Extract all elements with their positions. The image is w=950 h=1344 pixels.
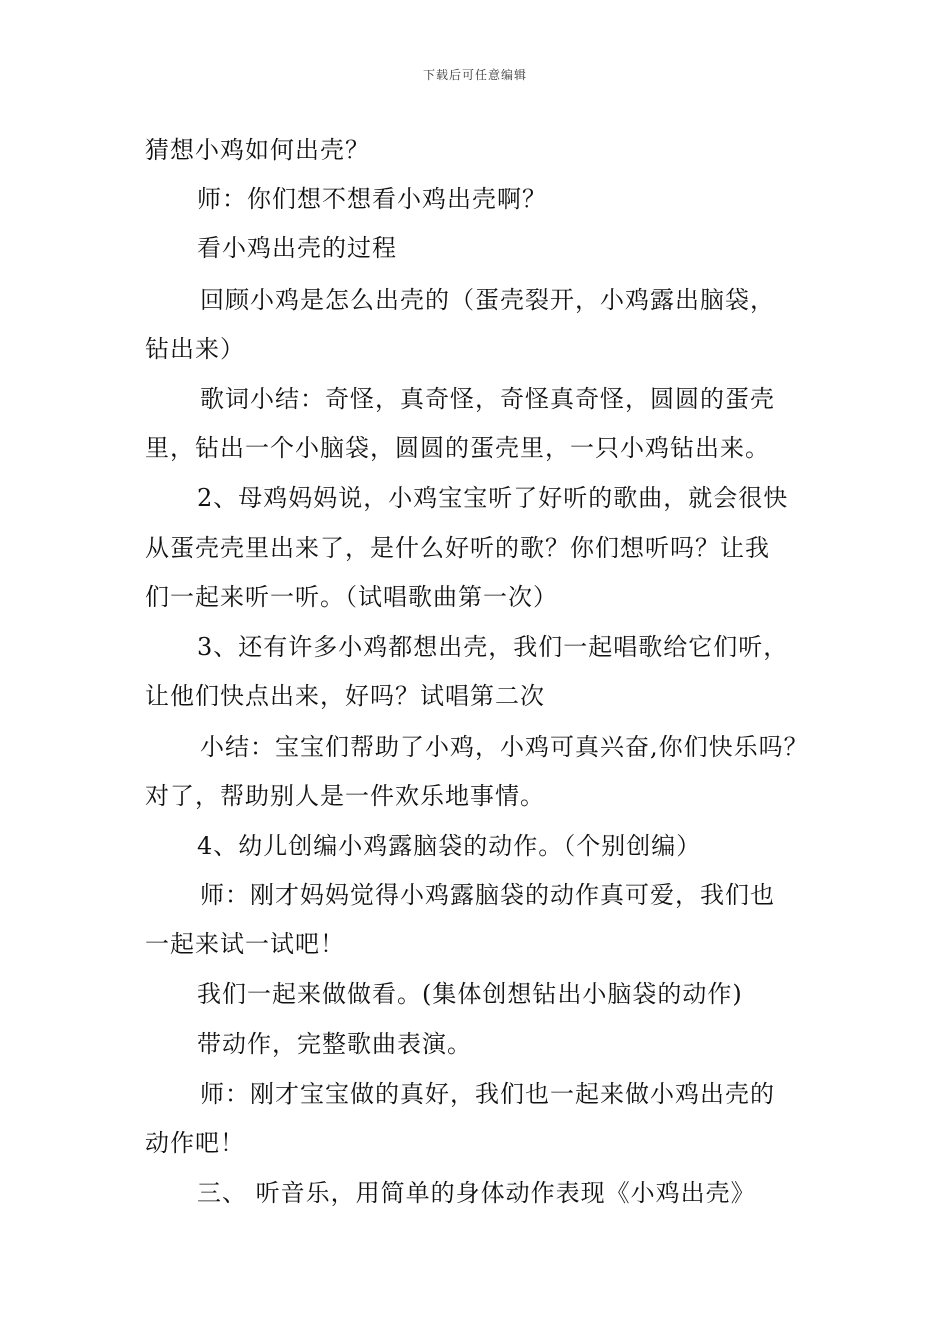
text-line: 带动作，完整歌曲表演。 — [197, 1030, 472, 1058]
text-line: 3、还有许多小鸡都想出壳，我们一起唱歌给它们听， — [197, 633, 789, 661]
text-line: 4、幼儿创编小鸡露脑袋的动作。（个别创编） — [197, 832, 702, 860]
text-line: 师：刚才妈妈觉得小鸡露脑袋的动作真可爱，我们也 — [200, 881, 775, 909]
text-line: 钻出来） — [145, 335, 245, 363]
text-line: 2、母鸡妈妈说，小鸡宝宝听了好听的歌曲，就会很快 — [197, 484, 789, 512]
text-line: 对了，帮助别人是一件欢乐地事情。 — [145, 782, 545, 810]
text-line: 歌词小结：奇怪，真奇怪，奇怪真奇怪，圆圆的蛋壳 — [200, 385, 775, 413]
text-line: 从蛋壳壳里出来了，是什么好听的歌？你们想听吗？让我 — [145, 534, 770, 562]
text-line: 师：你们想不想看小鸡出壳啊？ — [197, 185, 547, 213]
text-line: 三、 听音乐，用简单的身体动作表现《小鸡出壳》 — [197, 1179, 756, 1207]
text-line: 小结：宝宝们帮助了小鸡，小鸡可真兴奋,你们快乐吗？ — [200, 733, 809, 761]
text-line: 们一起来听一听。（试唱歌曲第一次） — [145, 583, 558, 611]
text-line: 一起来试一试吧！ — [145, 930, 345, 958]
text-line: 猜想小鸡如何出壳？ — [145, 136, 370, 164]
page-header: 下载后可任意编辑 — [422, 68, 527, 82]
text-line: 回顾小鸡是怎么出壳的（蛋壳裂开，小鸡露出脑袋， — [200, 286, 775, 314]
text-line: 我们一起来做做看。(集体创想钻出小脑袋的动作) — [197, 980, 743, 1008]
text-line: 让他们快点出来，好吗？试唱第二次 — [145, 682, 545, 710]
text-line: 看小鸡出壳的过程 — [197, 234, 397, 262]
text-line: 里，钻出一个小脑袋，圆圆的蛋壳里，一只小鸡钻出来。 — [145, 434, 770, 462]
text-line: 师：刚才宝宝做的真好，我们也一起来做小鸡出壳的 — [200, 1080, 775, 1108]
text-line: 动作吧！ — [145, 1129, 245, 1157]
